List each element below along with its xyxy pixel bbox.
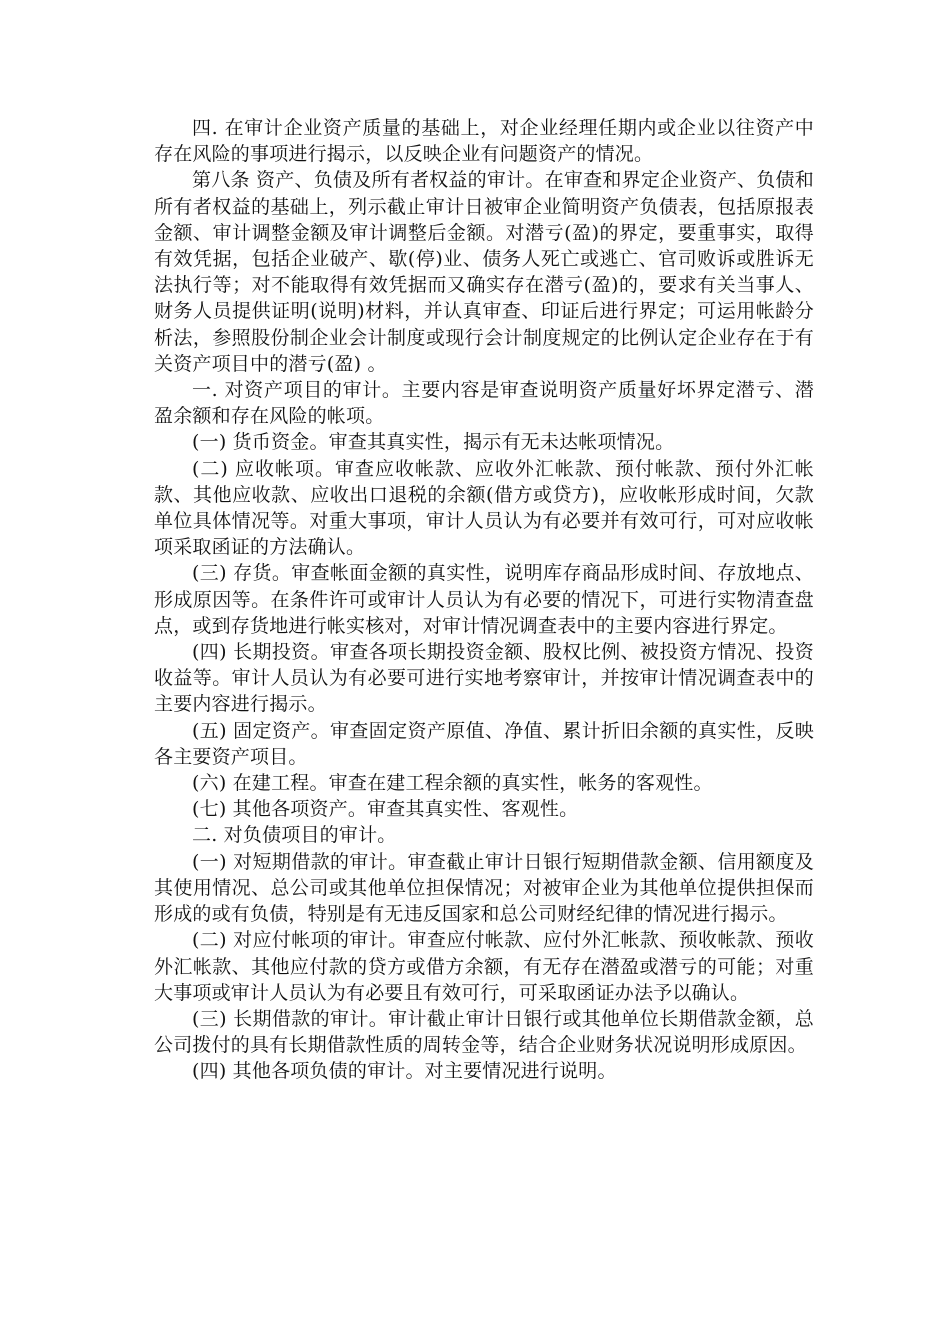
paragraph-liability-audit: 二. 对负债项目的审计。 <box>192 824 397 847</box>
paragraph-asset-audit: 一. 对资产项目的审计。主要内容是审查说明资产质量好坏界定潜亏、潜盈余额和存在风险的帐项。 <box>154 379 814 428</box>
paragraph-long-term-borrowings: (三) 长期借款的审计。审计截止审计日银行或其他单位长期借款金额，总公司拨付的具有长期借款性质的周转金等，结合企业财务状况说明形成原因。 <box>154 1007 814 1057</box>
paragraph-long-term-investment: (四) 长期投资。审查各项长期投资金额、股权比例、被投资方情况、投资收益等。审计人员认为有必要可进行实地考察审计，并按审计情况调查表中的主要内容进行揭示。 <box>154 641 814 716</box>
paragraph-other-liabilities: (四) 其他各项负债的审计。对主要情况进行说明。 <box>192 1060 617 1083</box>
paragraph-section-four: 四. 在审计企业资产质量的基础上，对企业经理任期内或企业以往资产中存在风险的事项进行揭示，以反映企业有问题资产的情况。 <box>154 117 814 166</box>
paragraph-fixed-assets: (五) 固定资产。审查固定资产原值、净值、累计折旧余额的真实性，反映各主要资产项目。 <box>154 719 814 768</box>
paragraph-inventory: (三) 存货。审查帐面金额的真实性，说明库存商品形成时间、存放地点、形成原因等。在条件许可或审计人员认为有必要的情况下，可进行实物清查盘点，或到存货地进行帐实核对，对审计情况调查表中的主要内容进行界定。 <box>154 562 814 637</box>
paragraph-cash: (一) 货币资金。审查其真实性，揭示有无未达帐项情况。 <box>192 431 675 454</box>
paragraph-other-assets: (七) 其他各项资产。审查其真实性、客观性。 <box>192 798 579 821</box>
paragraph-short-term-borrowings: (一) 对短期借款的审计。审查截止审计日银行短期借款金额、信用额度及其使用情况、总公司或其他单位担保情况；对被审企业为其他单位提供担保而形成的或有负债，特别是有无违反国家和总公司财经纪律的情况进行揭示。 <box>154 850 814 926</box>
paragraph-article-eight: 第八条 资产、负债及所有者权益的审计。在审查和界定企业资产、负债和所有者权益的基础上，列示截止审计日被审企业简明资产负债表，包括原报表金额、审计调整金额及审计调整后金额。对潜亏(盈)的界定，要重事实，取得有效凭据，包括企业破产、歇(停)业、债务人死亡或逃亡、官司败诉或胜诉无法执行等；对不能取得有效凭据而又确实存在潜亏(盈)的，要求有关当事人、财务人员提供证明(说明)材料，并认真审查、印证后进行界定；可运用帐龄分析法，参照股份制企业会计制度或现行会计制度规定的比例认定企业存在于有关资产项目中的潜亏(盈) 。 <box>154 169 814 375</box>
document-body <box>154 115 814 1085</box>
paragraph-receivables: (二) 应收帐项。审查应收帐款、应收外汇帐款、预付帐款、预付外汇帐款、其他应收款、应收出口退税的余额(借方或贷方)，应收帐形成时间，欠款单位具体情况等。对重大事项，审计人员认为有必要并有效可行，可对应收帐项采取函证的方法确认。 <box>154 457 814 559</box>
paragraph-payables: (二) 对应付帐项的审计。审查应付帐款、应付外汇帐款、预收帐款、预收外汇帐款、其他应付款的贷方或借方余额，有无存在潜盈或潜亏的可能；对重大事项或审计人员认为有必要且有效可行，可采取函证办法予以确认。 <box>154 929 814 1004</box>
paragraph-construction-in-progress: (六) 在建工程。审查在建工程余额的真实性，帐务的客观性。 <box>192 772 713 795</box>
